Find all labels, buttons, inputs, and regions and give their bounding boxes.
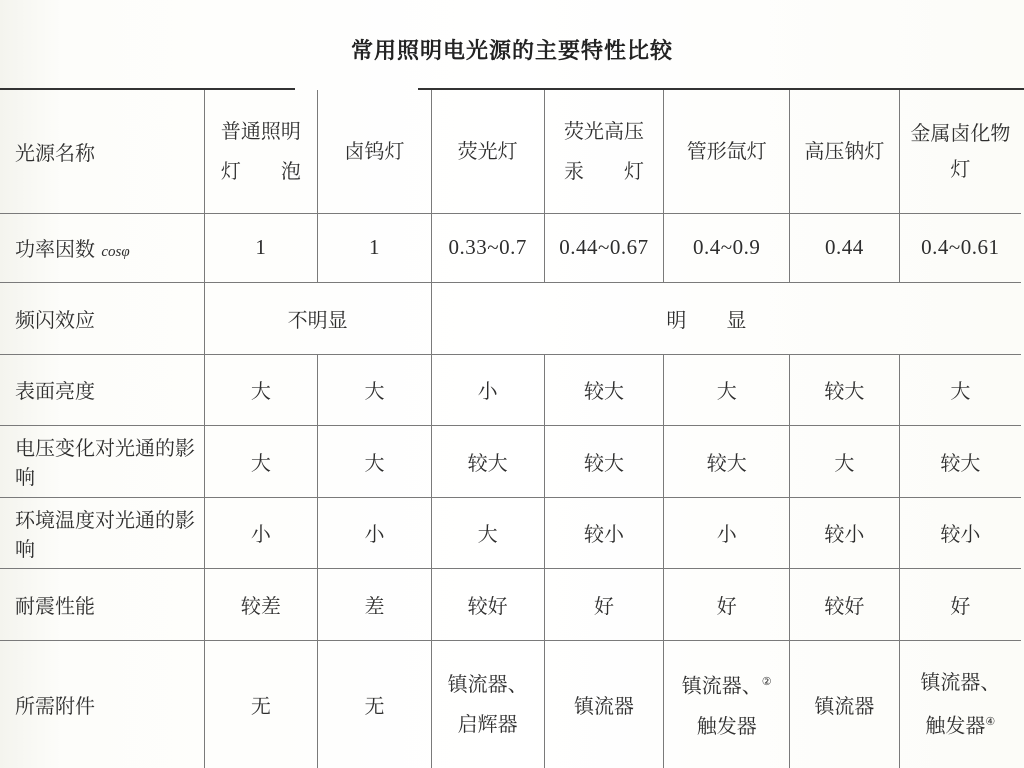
table-cell: 大 bbox=[899, 354, 1021, 425]
col-header-line2: 灯 泡 bbox=[220, 159, 301, 184]
table-cell: 较大 bbox=[664, 425, 790, 497]
cell-line2: 触发器 bbox=[696, 713, 757, 738]
cell-line2: 启辉器 bbox=[457, 712, 518, 736]
table-row-surface-brightness bbox=[0, 354, 1021, 425]
table-cell: 无 bbox=[204, 640, 318, 768]
col-header-mercury bbox=[544, 90, 664, 213]
table-cell: 大 bbox=[664, 354, 790, 425]
table-cell: 较差 bbox=[204, 568, 318, 640]
table-cell bbox=[431, 640, 544, 768]
table-cell bbox=[664, 640, 790, 768]
col-header-incandescent bbox=[204, 90, 318, 213]
table-cell: 好 bbox=[664, 568, 790, 640]
table-row-shock-resistance bbox=[0, 568, 1021, 640]
table-cell: 大 bbox=[318, 354, 431, 425]
table-row-voltage-effect bbox=[0, 425, 1021, 497]
table-cell-merged: 明显 bbox=[431, 282, 1021, 354]
col-header-halogen: 卤钨灯 bbox=[318, 90, 431, 213]
table-header-row bbox=[0, 90, 1021, 213]
cell-line1 bbox=[666, 662, 787, 706]
table-cell: 大 bbox=[790, 425, 900, 497]
cell-text: 镇流器、 bbox=[681, 673, 762, 698]
row-label-voltage-effect: 电压变化对光通的影响 bbox=[0, 425, 204, 497]
table-cell: 好 bbox=[544, 568, 664, 640]
table-cell: 小 bbox=[318, 497, 431, 568]
table-cell: 镇流器 bbox=[790, 640, 900, 768]
table-cell: 0.33~0.7 bbox=[431, 213, 544, 282]
table-cell: 较好 bbox=[790, 568, 900, 640]
col-header-sodium: 高压钠灯 bbox=[790, 90, 900, 213]
table-cell: 镇流器 bbox=[544, 640, 664, 768]
table-row-accessories bbox=[0, 640, 1021, 768]
table-cell-merged: 不明显 bbox=[204, 282, 431, 354]
table-cell: 较好 bbox=[431, 568, 544, 640]
cos-phi-symbol: cosφ bbox=[101, 244, 130, 260]
table-cell: 小 bbox=[204, 497, 318, 568]
table-row-flicker bbox=[0, 282, 1021, 354]
table-cell: 0.44 bbox=[790, 213, 900, 282]
table-cell: 大 bbox=[318, 425, 431, 497]
row-label-flicker: 频闪效应 bbox=[0, 282, 204, 354]
table-row-power-factor bbox=[0, 213, 1021, 282]
col-header-line2: 汞 灯 bbox=[563, 159, 644, 184]
row-label-text: 功率因数 bbox=[15, 237, 95, 261]
table-cell: 大 bbox=[431, 497, 544, 568]
col-header-line1: 普通照明 bbox=[220, 119, 301, 144]
table-cell: 好 bbox=[899, 568, 1021, 640]
cell-line2 bbox=[902, 702, 1019, 746]
table-cell: 无 bbox=[318, 640, 431, 768]
table-cell: 较小 bbox=[790, 497, 900, 568]
table-cell: 大 bbox=[204, 425, 318, 497]
row-label-shock-resistance: 耐震性能 bbox=[0, 568, 204, 640]
table-cell: 0.4~0.9 bbox=[664, 213, 790, 282]
table-cell: 较大 bbox=[899, 425, 1021, 497]
row-label-temperature-effect: 环境温度对光通的影响 bbox=[0, 497, 204, 568]
table-cell: 较大 bbox=[790, 354, 900, 425]
table-cell: 差 bbox=[318, 568, 431, 640]
table-cell: 较大 bbox=[431, 425, 544, 497]
cell-line1: 镇流器、 bbox=[920, 670, 1001, 695]
table-row-temperature-effect bbox=[0, 497, 1021, 568]
cell-text: 触发器 bbox=[925, 713, 986, 738]
table-cell: 0.4~0.61 bbox=[899, 213, 1021, 282]
table-title: 常用照明电光源的主要特性比较 bbox=[350, 39, 673, 64]
table-cell: 0.44~0.67 bbox=[544, 213, 664, 282]
table-cell: 小 bbox=[431, 354, 544, 425]
table-cell: 大 bbox=[204, 354, 318, 425]
row-label-surface-brightness: 表面亮度 bbox=[0, 354, 204, 425]
table-cell: 1 bbox=[318, 213, 431, 282]
table-cell: 1 bbox=[204, 213, 318, 282]
col-header-line1: 荧光高压 bbox=[563, 119, 644, 144]
table-cell: 较小 bbox=[899, 497, 1021, 568]
row-label-power-factor bbox=[0, 213, 204, 282]
table-cell: 较大 bbox=[544, 354, 664, 425]
row-label-light-source-name: 光源名称 bbox=[0, 90, 204, 213]
table-cell: 较小 bbox=[544, 497, 664, 568]
row-label-accessories: 所需附件 bbox=[0, 640, 204, 768]
table-cell: 较大 bbox=[544, 425, 664, 497]
table-cell: 小 bbox=[664, 497, 790, 568]
col-header-metal-halide: 金属卤化物灯 bbox=[899, 90, 1021, 213]
light-source-comparison-table bbox=[0, 90, 1021, 768]
table-cell bbox=[899, 640, 1021, 768]
col-header-xenon: 管形氙灯 bbox=[664, 90, 790, 213]
footnote-marker: ② bbox=[761, 675, 772, 689]
col-header-fluorescent: 荧光灯 bbox=[431, 90, 544, 213]
cell-line1: 镇流器、 bbox=[447, 672, 528, 696]
footnote-marker: ④ bbox=[985, 715, 996, 729]
